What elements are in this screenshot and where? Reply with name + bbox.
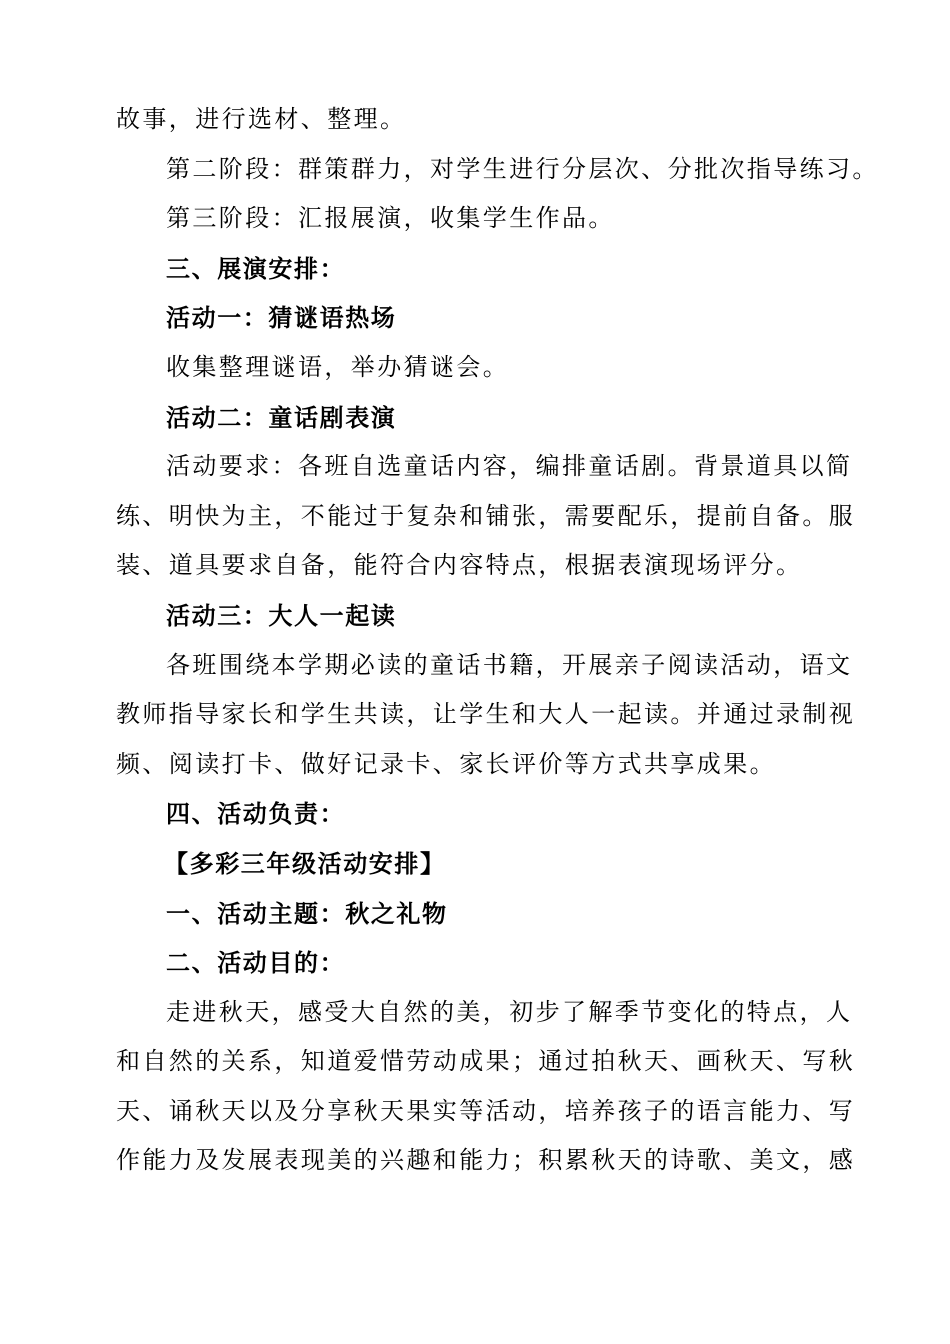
- activity-heading: 活动三：大人一起读: [166, 600, 397, 630]
- text-line: 活动要求：各班自选童话内容，编排童话剧。背景道具以简: [166, 452, 853, 481]
- activity-heading: 活动一：猜谜语热场: [166, 303, 397, 333]
- section-heading: 三、展演安排：: [166, 253, 346, 283]
- text-line: 走进秋天，感受大自然的美，初步了解季节变化的特点，人: [166, 997, 853, 1026]
- plan-title: 【多彩三年级活动安排】: [164, 848, 446, 878]
- activity-heading: 活动二：童话剧表演: [166, 402, 397, 432]
- section-heading: 二、活动目的：: [166, 948, 346, 978]
- text-line: 各班围绕本学期必读的童话书籍，开展亲子阅读活动，语文: [166, 650, 853, 679]
- text-line: 装、道具要求自备，能符合内容特点，根据表演现场评分。: [116, 551, 803, 580]
- section-heading: 四、活动负责：: [166, 799, 346, 829]
- text-line: 练、明快为主，不能过于复杂和铺张，需要配乐，提前自备。服: [116, 501, 856, 530]
- text-line: 频、阅读打卡、做好记录卡、家长评价等方式共享成果。: [116, 749, 776, 778]
- text-line: 天、诵秋天以及分享秋天果实等活动，培养孩子的语言能力、写: [116, 1096, 856, 1125]
- text-line: 第二阶段：群策群力，对学生进行分层次、分批次指导练习。: [166, 154, 879, 183]
- text-line: 和自然的关系，知道爱惜劳动成果；通过拍秋天、画秋天、写秋: [116, 1047, 856, 1076]
- text-line: 教师指导家长和学生共读，让学生和大人一起读。并通过录制视: [116, 700, 856, 729]
- document-page: [116, 95, 879, 1186]
- text-line: 第三阶段：汇报展演，收集学生作品。: [166, 204, 615, 233]
- section-heading: 一、活动主题：秋之礼物: [166, 898, 448, 928]
- text-line: 故事，进行选材、整理。: [116, 105, 407, 133]
- text-line: 作能力及发展表现美的兴趣和能力；积累秋天的诗歌、美文，感: [116, 1146, 856, 1175]
- text-line: 收集整理谜语，举办猜谜会。: [166, 352, 510, 381]
